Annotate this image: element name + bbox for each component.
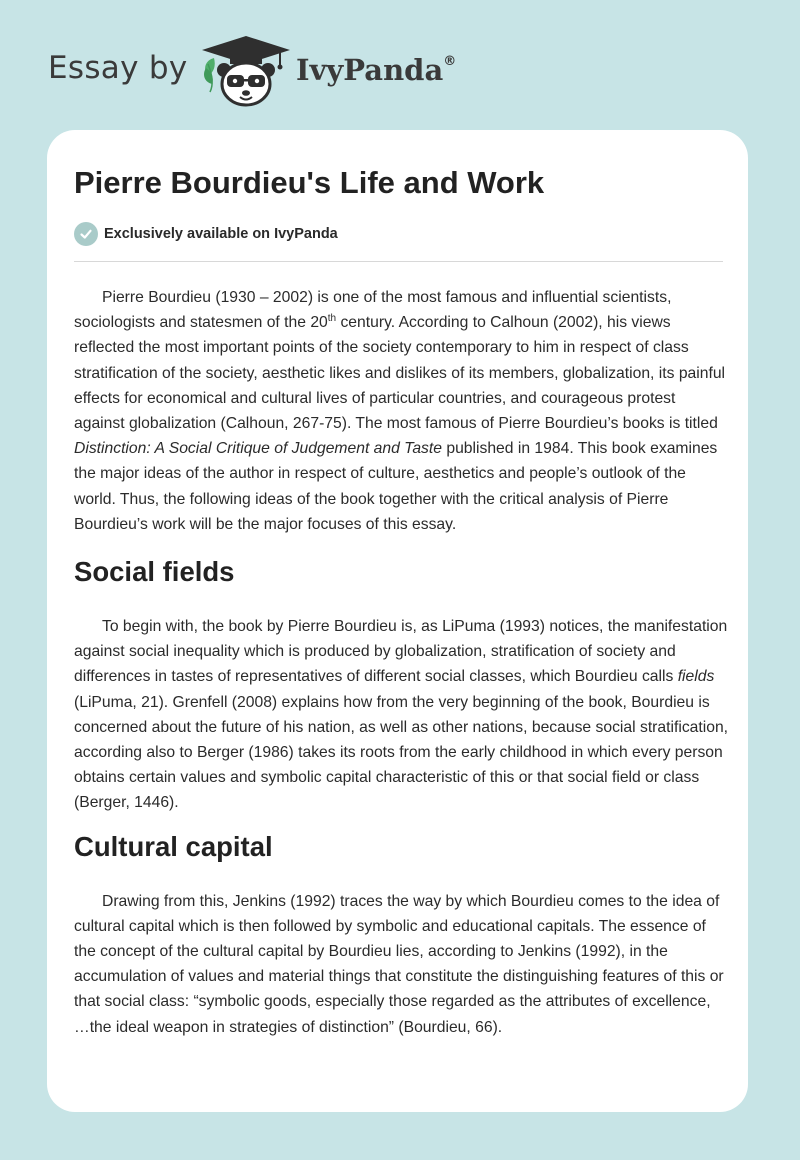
essay-by-label: Essay by — [48, 50, 188, 86]
registered-mark: ® — [443, 54, 457, 70]
brand-name: IvyPanda® — [296, 53, 457, 87]
essay-body — [74, 285, 729, 1040]
heading-social-fields: Social fields — [74, 556, 235, 588]
panda-logo-icon — [200, 34, 292, 108]
exclusive-badge — [74, 222, 338, 246]
essay-title: Pierre Bourdieu's Life and Work — [74, 165, 545, 200]
paragraph-social-fields: To begin with, the book by Pierre Bourdieu is, as LiPuma (1993) notices, the manifestation against social inequality which is produced by globalization, stratification of society and differences in tastes of representatives of different social classes, which Bourdieu calls fields (LiPuma, 21). Grenfell (2008) explains how from the very beginning of the book, Bourdieu is concerned about the future of his nation, as well as other nations, because social stratification, according also to Berger (1986) takes its roots from the early childhood in which every person obtains certain values and symbolic capital characteristic of this or that social field or class (Berger, 1446). — [74, 618, 729, 812]
paragraph-cultural-capital: Drawing from this, Jenkins (1992) traces the way by which Bourdieu comes to the idea of cultural capital which is then followed by symbolic and educational capitals. The essence of the concept of the cultural capital by Bourdieu lies, according to Jenkins (1992), in the accumulation of values and material things that constitute the distinguishing features of this or that social class: “symbolic goods, especially those regarded as the attributes of excellence, …the ideal weapon in strategies of distinction” (Bourdieu, 66). — [74, 892, 724, 1036]
paragraph-intro: Pierre Bourdieu (1930 – 2002) is one of the most famous and influential scientists, sociologists and statesmen of the 20th century. According to Calhoun (2002), his views reflected the most important points of the society contemporary to him in respect of class stratification of the society, aesthetic likes and dislikes of its members, globalization, its painful effects for economical and cultural lives of particular countries, and courageous protest against globalization (Calhoun, 267-75). The most famous of Pierre Bourdieu’s books is titled Distinction: A Social Critique of Judgement and Taste published in 1984. This book examines the major ideas of the author in respect of culture, aesthetics and people’s outlook of the world. Thus, the following ideas of the book together with the critical analysis of Pierre Bourdieu’s work will be the major focuses of this essay. — [74, 289, 726, 533]
heading-cultural-capital: Cultural capital — [74, 830, 273, 862]
check-icon — [74, 222, 98, 246]
divider — [74, 261, 723, 262]
exclusive-badge-label: Exclusively available on IvyPanda — [104, 226, 338, 242]
essay-card — [47, 130, 748, 1112]
site-header — [0, 0, 800, 120]
